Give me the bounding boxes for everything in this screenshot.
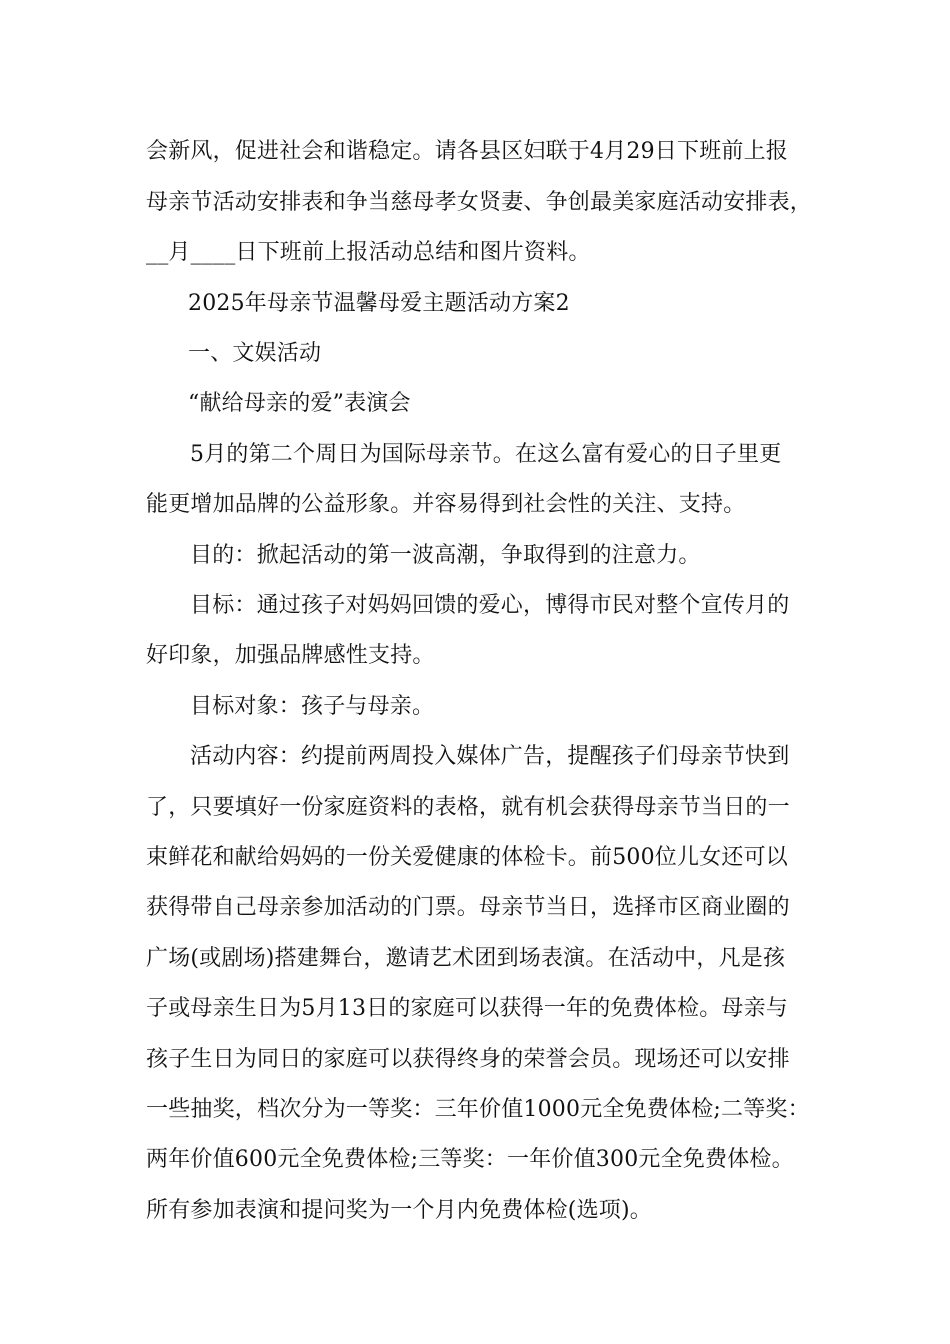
body-text-line: 好印象，加强品牌感性支持。: [146, 643, 435, 668]
body-text-line: 5月的第二个周日为国际母亲节。在这么富有爱心的日子里更: [190, 442, 782, 467]
body-text-line: 目的：掀起活动的第一波高潮，争取得到的注意力。: [190, 543, 701, 568]
subsection-heading: “献给母亲的爱”表演会: [188, 391, 411, 416]
body-text-line: 所有参加表演和提问奖为一个月内免费体检(选项)。: [146, 1198, 652, 1223]
body-text-line: __月____日下班前上报活动总结和图片资料。: [146, 240, 591, 265]
body-text-line: 一些抽奖，档次分为一等奖：三年价值1000元全免费体检;二等奖：: [146, 1097, 810, 1122]
body-text-line: 目标对象：孩子与母亲。: [190, 694, 435, 719]
body-text-line: 孩子生日为同日的家庭可以获得终身的荣誉会员。现场还可以安排: [146, 1047, 790, 1072]
body-text-line: 子或母亲生日为5月13日的家庭可以获得一年的免费体检。母亲与: [146, 996, 788, 1021]
body-text-line: 活动内容：约提前两周投入媒体广告，提醒孩子们母亲节快到: [190, 744, 790, 769]
body-text-line: 了，只要填好一份家庭资料的表格，就有机会获得母亲节当日的一: [146, 795, 790, 820]
section-title: 2025年母亲节温馨母爱主题活动方案2: [188, 291, 570, 316]
body-text-line: 两年价值600元全免费体检;三等奖：一年价值300元全免费体检。: [146, 1147, 794, 1172]
section-heading: 一、文娱活动: [188, 341, 322, 366]
body-text-line: 广场(或剧场)搭建舞台，邀请艺术团到场表演。在活动中，凡是孩: [146, 946, 786, 971]
body-text-line: 能更增加品牌的公益形象。并容易得到社会性的关注、支持。: [146, 492, 746, 517]
body-text-line: 获得带自己母亲参加活动的门票。母亲节当日，选择市区商业圈的: [146, 895, 790, 920]
body-text-line: 束鲜花和献给妈妈的一份关爱健康的体检卡。前500位儿女还可以: [146, 845, 788, 870]
body-text-line: 会新风，促进社会和谐稳定。请各县区妇联于4月29日下班前上报: [146, 139, 788, 164]
body-text-line: 母亲节活动安排表和争当慈母孝女贤妻、争创最美家庭活动安排表，: [146, 190, 813, 215]
body-text-line: 目标：通过孩子对妈妈回馈的爱心，博得市民对整个宣传月的: [190, 593, 790, 618]
